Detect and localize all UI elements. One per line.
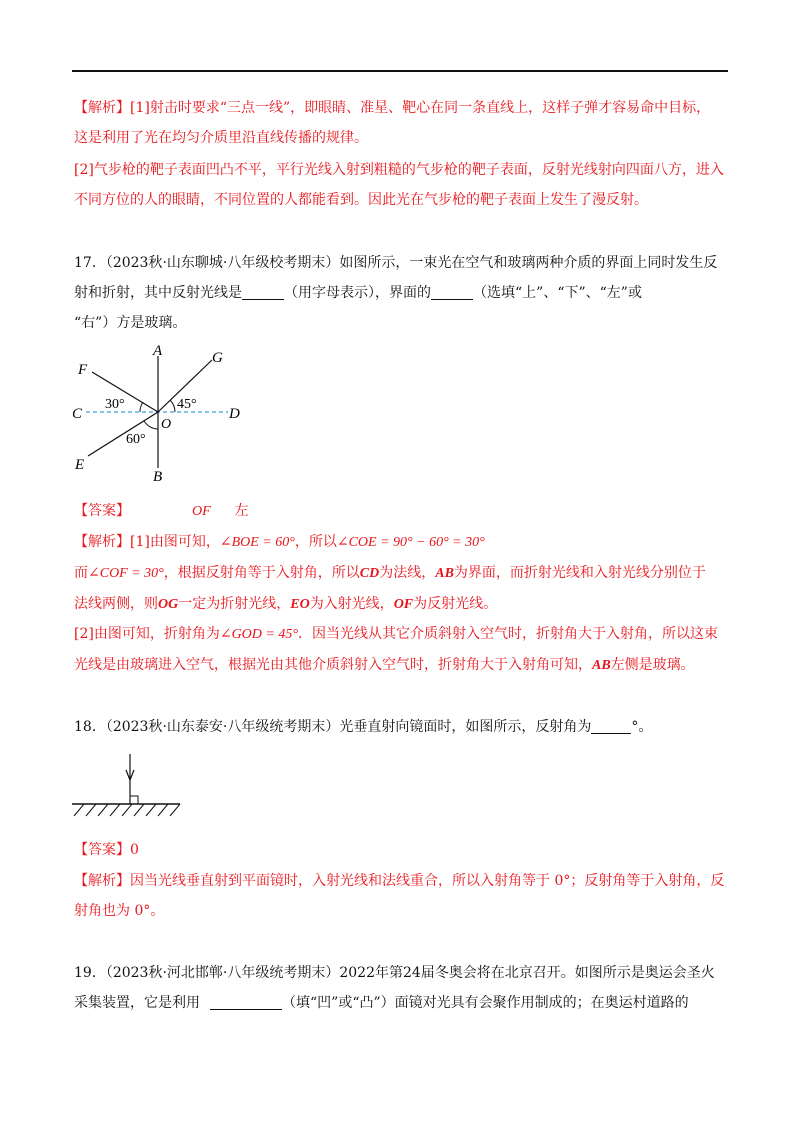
label-e: E bbox=[75, 457, 85, 473]
q19-question: 19．（2023秋·河北邯郸·八年级统考期末）2022年第24届冬奥会将在北京召开。如图所示是奥运会圣火 采集装置，它是利用 （填“凹”或“凸”）面镜对光具有会聚作用制成的；在奥运村道路的 bbox=[74, 965, 715, 1011]
right-angle-mark bbox=[130, 796, 138, 804]
answer-tag: 【答案】 bbox=[74, 842, 130, 858]
mirror-hatching bbox=[74, 804, 180, 816]
label-b: B bbox=[153, 469, 163, 484]
q16-analysis-p1: 【解析】[1]射击时要求“三点一线”，即眼睛、准星、靶心在同一条直线上，这样子弹才容易命中目标， 这是利用了光在均匀介质里沿直线传播的规律。 bbox=[74, 100, 711, 146]
q18-answer bbox=[74, 835, 730, 865]
answer-value: 左 bbox=[234, 503, 249, 519]
label-d: D bbox=[229, 406, 240, 422]
label-a: A bbox=[153, 343, 163, 359]
analysis-tag: 【解析】 bbox=[74, 100, 130, 116]
answer-blank bbox=[210, 993, 282, 1010]
q18-analysis: 【解析】因当光线垂直射到平面镜时，入射光线和法线重合，所以入射角等于 0°；反射角等于入射角，反 射角也为 0°。 bbox=[74, 873, 725, 919]
label-c: C bbox=[72, 406, 83, 422]
answer-blank bbox=[242, 283, 284, 300]
label-g: G bbox=[212, 350, 223, 366]
arc-god bbox=[170, 400, 175, 412]
q17-analysis-p2: [2]由图可知，折射角为∠GOD = 45°．因当光线从其它介质斜射入空气时，折射角大于入射角，所以这束 光线是由玻璃进入空气，根据光由其他介质斜射入空气时，折射角大于入射角可知，AB左侧是玻璃。 bbox=[74, 626, 718, 673]
analysis-tag: 【解析】 bbox=[74, 534, 130, 550]
q17-answer bbox=[74, 496, 730, 527]
arc-boe bbox=[144, 421, 158, 429]
angle-god: 45° bbox=[177, 397, 197, 412]
ray-eo bbox=[88, 412, 158, 456]
q17-figure bbox=[70, 338, 250, 484]
angle-cof: 30° bbox=[105, 397, 125, 412]
label-o: O bbox=[161, 417, 172, 432]
angle-boe: 60° bbox=[126, 432, 146, 447]
answer-value: 0 bbox=[130, 842, 139, 858]
answer-blank bbox=[431, 283, 473, 300]
q17-analysis-p1: 【解析】[1]由图可知，∠BOE = 60°，所以∠COE = 90° − 60° = 30° 而∠COF = 30°，根据反射角等于入射角，所以CD为法线，AB为界面，而折射光线和入射光线分别位于 法线两侧，则OG一定为折射光线，EO为入射光线，OF为反射光线。 bbox=[74, 534, 706, 612]
ray-of bbox=[92, 372, 158, 412]
answer-blank bbox=[591, 717, 631, 734]
label-f: F bbox=[78, 362, 88, 378]
header-rule bbox=[72, 70, 728, 72]
q18-figure bbox=[70, 750, 190, 830]
q16-analysis-p2: [2]气步枪的靶子表面凹凸不平，平行光线入射到粗糙的气步枪的靶子表面，反射光线射向四面八方，进入 不同方位的人的眼睛，不同位置的人都能看到。因此光在气步枪的靶子表面上发生了漫反射。 bbox=[74, 162, 724, 208]
answer-tag: 【答案】 bbox=[74, 503, 130, 519]
analysis-tag: 【解析】 bbox=[74, 873, 130, 889]
arc-cof bbox=[140, 402, 143, 412]
answer-value: OF bbox=[192, 504, 211, 519]
q17-question: 17．（2023秋·山东聊城·八年级校考期末）如图所示，一束光在空气和玻璃两种介质的界面上同时发生反 射和折射，其中反射光线是 （用字母表示），界面的 （选填“上”、“下”、“左”或 “右”）方是玻璃。 bbox=[74, 255, 718, 331]
q18-question: 18．（2023秋·山东泰安·八年级统考期末）光垂直射向镜面时，如图所示，反射角为 °。 bbox=[74, 719, 653, 735]
